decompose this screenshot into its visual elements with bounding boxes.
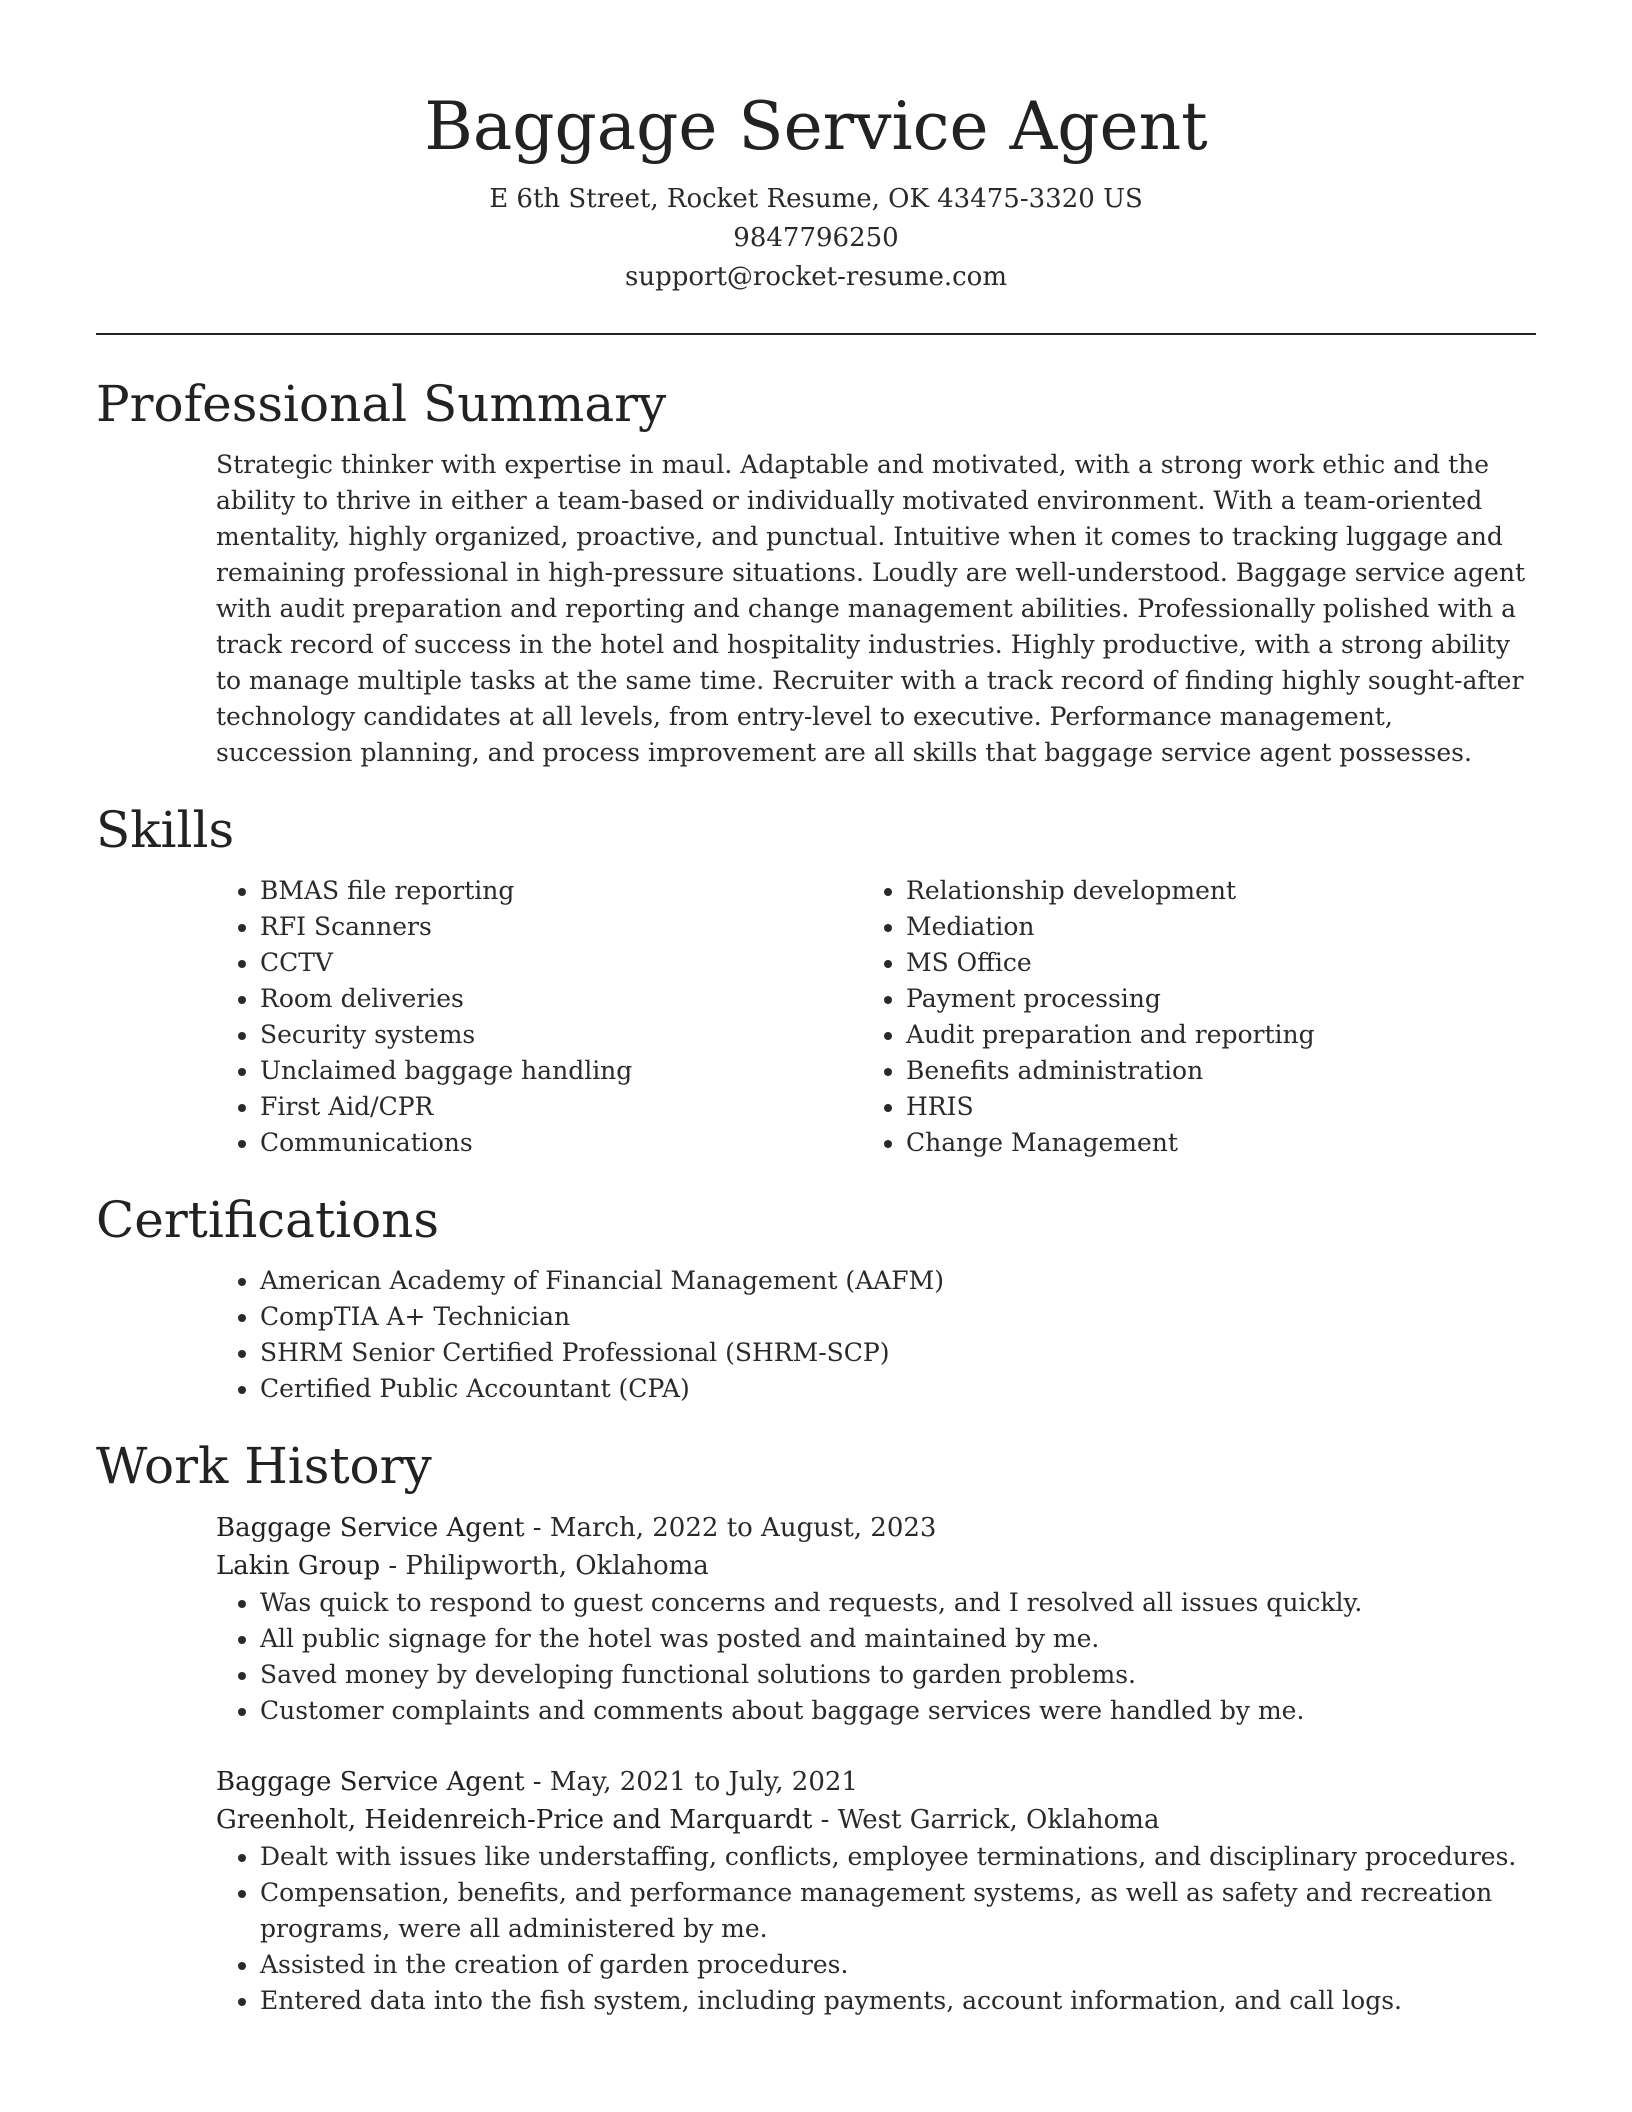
list-item: • Compensation, benefits, and performance management systems, as well as safety and recreation programs, were all administered by me.: [260, 1875, 1536, 1947]
job-title: Baggage Service Agent: [216, 1513, 525, 1543]
certifications-section: [96, 1189, 1536, 1407]
list-item: • Dealt with issues like understaffing, conflicts, employee terminations, and disciplinary procedures.: [260, 1839, 1536, 1875]
list-item: • All public signage for the hotel was posted and maintained by me.: [260, 1621, 1536, 1657]
list-item: • Entered data into the fish system, including payments, account information, and call logs.: [260, 1983, 1536, 2019]
list-item: • BMAS file reporting: [260, 873, 862, 909]
list-item: • Customer complaints and comments about baggage services were handled by me.: [260, 1693, 1536, 1729]
contact-block: [96, 180, 1536, 297]
skills-grid: [216, 873, 1536, 1161]
list-item: • Communications: [260, 1125, 862, 1161]
address: E 6th Street, Rocket Resume, OK 43475-3320 US: [489, 184, 1143, 214]
list-item: • MS Office: [906, 945, 1508, 981]
job-bullets: [216, 1839, 1536, 2019]
job-location: West Garrick, Oklahoma: [837, 1805, 1160, 1835]
skills-column-right: [862, 873, 1508, 1161]
phone: 9847796250: [733, 223, 899, 253]
work-history-body: [216, 1509, 1536, 2019]
certifications-list: [216, 1263, 1536, 1407]
skills-list-right: [862, 873, 1508, 1161]
list-item: • HRIS: [906, 1089, 1508, 1125]
list-item: • SHRM Senior Certified Professional (SHRM-SCP): [260, 1335, 1536, 1371]
list-item: • Was quick to respond to guest concerns and requests, and I resolved all issues quickly.: [260, 1585, 1536, 1621]
list-item: • First Aid/CPR: [260, 1089, 862, 1125]
summary-body: [216, 447, 1536, 771]
summary-text: Strategic thinker with expertise in maul. Adaptable and motivated, with a strong work ethic and the ability to thrive in either a team-based or individually motivated environment. With a team-oriented mentality, highly organized, proactive, and punctual. Intuitive when it comes to tracking luggage and remaining professional in high-pressure situations. Loudly are well-understood. Baggage service agent with audit preparation and reporting and change management abilities. Professionally polished with a track record of success in the hotel and hospitality industries. Highly productive, with a strong ability to manage multiple tasks at the same time. Recruiter with a track record of finding highly sought-after technology candidates at all levels, from entry-level to executive. Performance management, succession planning, and process improvement are all skills that baggage service agent possesses.: [216, 450, 1525, 767]
list-item: • Relationship development: [906, 873, 1508, 909]
section-title-skills: Skills: [96, 801, 235, 859]
skills-section: [96, 799, 1536, 1161]
job-bullets: [216, 1585, 1536, 1729]
section-title-summary: Professional Summary: [96, 375, 667, 433]
work-history-section: [96, 1435, 1536, 2019]
email: support@rocket-resume.com: [624, 262, 1007, 292]
job-company: Lakin Group: [216, 1551, 381, 1581]
job-title: Baggage Service Agent: [216, 1767, 525, 1797]
job-entry: [216, 1763, 1536, 2019]
list-item: • Payment processing: [906, 981, 1508, 1017]
list-item: • Audit preparation and reporting: [906, 1017, 1508, 1053]
job-dates: March, 2022 to August, 2023: [549, 1513, 937, 1543]
resume-header: [96, 0, 1536, 297]
separator: -: [812, 1805, 838, 1835]
certifications-body: [216, 1263, 1536, 1407]
separator: -: [380, 1551, 406, 1581]
job-entry: [216, 1509, 1536, 1729]
list-item: • Benefits administration: [906, 1053, 1508, 1089]
candidate-name: Baggage Service Agent: [424, 88, 1208, 165]
job-company-line: [216, 1801, 1536, 1839]
list-item: • Change Management: [906, 1125, 1508, 1161]
list-item: • Security systems: [260, 1017, 862, 1053]
separator: -: [524, 1767, 550, 1797]
list-item: • Room deliveries: [260, 981, 862, 1017]
list-item: • Mediation: [906, 909, 1508, 945]
list-item: • Unclaimed baggage handling: [260, 1053, 862, 1089]
list-item: • CompTIA A+ Technician: [260, 1299, 1536, 1335]
job-title-line: [216, 1509, 1536, 1547]
skills-list-left: [216, 873, 862, 1161]
list-item: • CCTV: [260, 945, 862, 981]
job-title-line: [216, 1763, 1536, 1801]
section-title-work-history: Work History: [96, 1437, 432, 1495]
header-divider: [96, 333, 1536, 335]
job-company: Greenholt, Heidenreich-Price and Marquardt: [216, 1805, 813, 1835]
professional-summary-section: [96, 373, 1536, 771]
list-item: • American Academy of Financial Management (AAFM): [260, 1263, 1536, 1299]
list-item: • RFI Scanners: [260, 909, 862, 945]
job-location: Philipworth, Oklahoma: [405, 1551, 709, 1581]
section-title-certifications: Certifications: [96, 1191, 440, 1249]
list-item: • Saved money by developing functional solutions to garden problems.: [260, 1657, 1536, 1693]
list-item: • Certified Public Accountant (CPA): [260, 1371, 1536, 1407]
job-dates: May, 2021 to July, 2021: [549, 1767, 858, 1797]
list-item: • Assisted in the creation of garden procedures.: [260, 1947, 1536, 1983]
separator: -: [524, 1513, 550, 1543]
skills-column-left: [216, 873, 862, 1161]
job-company-line: [216, 1547, 1536, 1585]
